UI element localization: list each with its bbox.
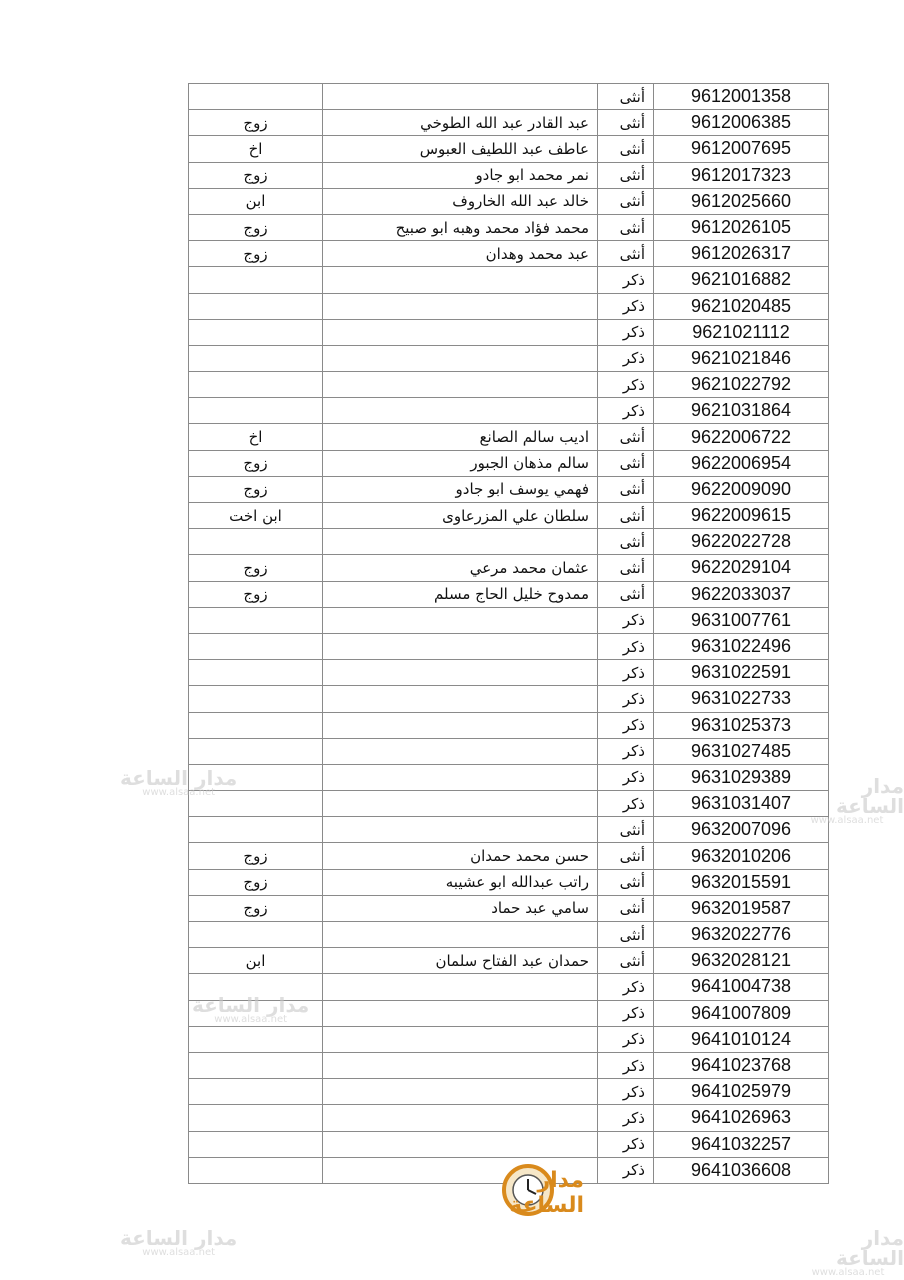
- table-row: [189, 738, 829, 764]
- id-number-cell: 9641026963: [654, 1105, 829, 1131]
- id-number-cell: 9631029389: [654, 764, 829, 790]
- name-cell: [323, 764, 598, 790]
- id-number-cell: 9632007096: [654, 817, 829, 843]
- gender-cell: ذكر: [598, 633, 654, 659]
- watermark: [790, 776, 904, 826]
- name-cell: [323, 529, 598, 555]
- name-cell: [323, 372, 598, 398]
- id-number-cell: 9641036608: [654, 1157, 829, 1183]
- table-row: [189, 581, 829, 607]
- table-row: [189, 869, 829, 895]
- id-number-cell: 9641025979: [654, 1079, 829, 1105]
- relation-cell: [189, 372, 323, 398]
- gender-cell: ذكر: [598, 1052, 654, 1078]
- gender-cell: أنثى: [598, 162, 654, 188]
- relation-cell: زوج: [189, 214, 323, 240]
- relation-cell: [189, 529, 323, 555]
- id-number-cell: 9632010206: [654, 843, 829, 869]
- name-cell: [323, 633, 598, 659]
- gender-cell: ذكر: [598, 1000, 654, 1026]
- id-number-cell: 9641023768: [654, 1052, 829, 1078]
- table-row: [189, 319, 829, 345]
- relation-cell: [189, 712, 323, 738]
- table-row: [189, 948, 829, 974]
- gender-cell: أنثى: [598, 450, 654, 476]
- name-cell: [323, 817, 598, 843]
- id-number-cell: 9622009615: [654, 503, 829, 529]
- name-cell: [323, 1000, 598, 1026]
- name-cell: عاطف عبد اللطيف العبوس: [323, 136, 598, 162]
- gender-cell: أنثى: [598, 84, 654, 110]
- table-row: [189, 843, 829, 869]
- name-cell: [323, 293, 598, 319]
- relation-cell: [189, 686, 323, 712]
- relation-cell: اخ: [189, 136, 323, 162]
- name-cell: [323, 1026, 598, 1052]
- relation-cell: اخ: [189, 424, 323, 450]
- relation-cell: زوج: [189, 162, 323, 188]
- gender-cell: ذكر: [598, 1105, 654, 1131]
- relation-cell: [189, 345, 323, 371]
- id-number-cell: 9621021846: [654, 345, 829, 371]
- id-number-cell: 9632019587: [654, 895, 829, 921]
- watermark-url: www.alsaa.net: [810, 815, 884, 826]
- gender-cell: ذكر: [598, 372, 654, 398]
- name-cell: [323, 267, 598, 293]
- relation-cell: زوج: [189, 581, 323, 607]
- name-cell: عثمان محمد مرعي: [323, 555, 598, 581]
- watermark: [192, 995, 309, 1025]
- id-number-cell: 9612017323: [654, 162, 829, 188]
- name-cell: [323, 686, 598, 712]
- id-number-cell: 9632028121: [654, 948, 829, 974]
- table-row: [189, 372, 829, 398]
- id-number-cell: 9632015591: [654, 869, 829, 895]
- relation-cell: [189, 267, 323, 293]
- watermark-url: www.alsaa.net: [811, 1267, 885, 1278]
- table-row: [189, 162, 829, 188]
- id-number-cell: 9631007761: [654, 607, 829, 633]
- name-cell: [323, 1079, 598, 1105]
- relation-cell: زوج: [189, 110, 323, 136]
- name-cell: [323, 660, 598, 686]
- relation-cell: زوج: [189, 895, 323, 921]
- relation-cell: [189, 398, 323, 424]
- table-row: [189, 503, 829, 529]
- gender-cell: أنثى: [598, 110, 654, 136]
- relation-cell: [189, 1026, 323, 1052]
- name-cell: [323, 84, 598, 110]
- gender-cell: أنثى: [598, 136, 654, 162]
- name-cell: فهمي يوسف ابو جادو: [323, 476, 598, 502]
- id-number-cell: 9631027485: [654, 738, 829, 764]
- id-number-cell: 9631022591: [654, 660, 829, 686]
- gender-cell: ذكر: [598, 398, 654, 424]
- gender-cell: أنثى: [598, 869, 654, 895]
- gender-cell: ذكر: [598, 267, 654, 293]
- table-row: [189, 791, 829, 817]
- id-number-cell: 9622006722: [654, 424, 829, 450]
- gender-cell: ذكر: [598, 607, 654, 633]
- table-row: [189, 1131, 829, 1157]
- table-row: [189, 686, 829, 712]
- watermark-url: www.alsaa.net: [214, 1014, 288, 1025]
- name-cell: محمد فؤاد محمد وهبه ابو صبيح: [323, 214, 598, 240]
- gender-cell: ذكر: [598, 345, 654, 371]
- gender-cell: ذكر: [598, 1131, 654, 1157]
- watermark-text: مدار الساعة: [835, 1226, 904, 1270]
- watermark-text: مدار الساعة: [120, 766, 238, 790]
- name-cell: سلطان علي المزرعاوى: [323, 503, 598, 529]
- gender-cell: ذكر: [598, 1079, 654, 1105]
- table-row: [189, 660, 829, 686]
- gender-cell: أنثى: [598, 529, 654, 555]
- id-number-cell: 9641007809: [654, 1000, 829, 1026]
- gender-cell: ذكر: [598, 764, 654, 790]
- id-number-cell: 9621022792: [654, 372, 829, 398]
- gender-cell: ذكر: [598, 738, 654, 764]
- id-number-cell: 9621016882: [654, 267, 829, 293]
- name-cell: خالد عبد الله الخاروف: [323, 188, 598, 214]
- gender-cell: ذكر: [598, 1157, 654, 1183]
- table-row: [189, 188, 829, 214]
- id-number-cell: 9631022496: [654, 633, 829, 659]
- table-row: [189, 450, 829, 476]
- name-cell: ممدوح خليل الحاج مسلم: [323, 581, 598, 607]
- id-number-cell: 9622009090: [654, 476, 829, 502]
- name-cell: [323, 607, 598, 633]
- gender-cell: أنثى: [598, 188, 654, 214]
- relation-cell: زوج: [189, 869, 323, 895]
- name-cell: اديب سالم الصانع: [323, 424, 598, 450]
- relation-cell: ابن: [189, 188, 323, 214]
- relation-cell: [189, 319, 323, 345]
- id-number-cell: 9622006954: [654, 450, 829, 476]
- table-row: [189, 922, 829, 948]
- relation-cell: [189, 633, 323, 659]
- gender-cell: ذكر: [598, 686, 654, 712]
- name-cell: [323, 738, 598, 764]
- table-row: [189, 1105, 829, 1131]
- site-logo: [478, 1162, 588, 1220]
- watermark: [120, 1228, 237, 1258]
- gender-cell: أنثى: [598, 214, 654, 240]
- gender-cell: ذكر: [598, 660, 654, 686]
- id-number-cell: 9641032257: [654, 1131, 829, 1157]
- relation-cell: [189, 660, 323, 686]
- gender-cell: أنثى: [598, 922, 654, 948]
- name-cell: عبد القادر عبد الله الطوخي: [323, 110, 598, 136]
- table-row: [189, 1026, 829, 1052]
- gender-cell: أنثى: [598, 817, 654, 843]
- name-cell: [323, 345, 598, 371]
- gender-cell: أنثى: [598, 476, 654, 502]
- relation-cell: [189, 1052, 323, 1078]
- id-number-cell: 9641010124: [654, 1026, 829, 1052]
- name-cell: [323, 791, 598, 817]
- relation-cell: [189, 1079, 323, 1105]
- table-row: [189, 398, 829, 424]
- relation-cell: زوج: [189, 450, 323, 476]
- id-number-cell: 9631022733: [654, 686, 829, 712]
- watermark: [120, 768, 237, 798]
- name-cell: سالم مذهان الجبور: [323, 450, 598, 476]
- id-number-cell: 9612007695: [654, 136, 829, 162]
- table-row: [189, 764, 829, 790]
- relation-cell: ابن اخت: [189, 503, 323, 529]
- gender-cell: ذكر: [598, 791, 654, 817]
- id-number-cell: 9621031864: [654, 398, 829, 424]
- logo-text: مدار الساعة: [509, 1168, 584, 1218]
- relation-cell: زوج: [189, 843, 323, 869]
- table-row: [189, 817, 829, 843]
- table-row: [189, 555, 829, 581]
- table-row: [189, 1052, 829, 1078]
- gender-cell: أنثى: [598, 503, 654, 529]
- relation-cell: [189, 817, 323, 843]
- name-cell: [323, 712, 598, 738]
- gender-cell: أنثى: [598, 581, 654, 607]
- id-number-cell: 9612026105: [654, 214, 829, 240]
- table-row: [189, 267, 829, 293]
- id-number-cell: 9612001358: [654, 84, 829, 110]
- table-row: [189, 293, 829, 319]
- table-row: [189, 712, 829, 738]
- table-row: [189, 633, 829, 659]
- name-cell: عبد محمد وهدان: [323, 241, 598, 267]
- gender-cell: ذكر: [598, 293, 654, 319]
- gender-cell: ذكر: [598, 1026, 654, 1052]
- table-row: [189, 607, 829, 633]
- relation-cell: [189, 84, 323, 110]
- name-cell: راتب عبدالله ابو عشيبه: [323, 869, 598, 895]
- name-cell: حسن محمد حمدان: [323, 843, 598, 869]
- gender-cell: أنثى: [598, 555, 654, 581]
- watermark-url: www.alsaa.net: [142, 1247, 216, 1258]
- table-row: [189, 345, 829, 371]
- relation-cell: [189, 738, 323, 764]
- name-cell: [323, 319, 598, 345]
- relation-cell: زوج: [189, 476, 323, 502]
- name-cell: [323, 1105, 598, 1131]
- table-row: [189, 529, 829, 555]
- id-number-cell: 9631025373: [654, 712, 829, 738]
- relation-cell: [189, 293, 323, 319]
- gender-cell: أنثى: [598, 895, 654, 921]
- table-row: [189, 84, 829, 110]
- name-cell: [323, 922, 598, 948]
- id-number-cell: 9621021112: [654, 319, 829, 345]
- relation-cell: زوج: [189, 555, 323, 581]
- name-cell: [323, 398, 598, 424]
- relation-cell: [189, 1131, 323, 1157]
- id-number-cell: 9632022776: [654, 922, 829, 948]
- table-row: [189, 110, 829, 136]
- table-row: [189, 214, 829, 240]
- relation-cell: [189, 607, 323, 633]
- id-number-cell: 9612025660: [654, 188, 829, 214]
- watermark-text: مدار الساعة: [120, 1226, 238, 1250]
- watermark: [792, 1228, 904, 1278]
- id-number-cell: 9622033037: [654, 581, 829, 607]
- relation-cell: زوج: [189, 241, 323, 267]
- gender-cell: أنثى: [598, 424, 654, 450]
- id-number-cell: 9621020485: [654, 293, 829, 319]
- id-number-cell: 9631031407: [654, 791, 829, 817]
- id-number-cell: 9622022728: [654, 529, 829, 555]
- name-cell: نمر محمد ابو جادو: [323, 162, 598, 188]
- table-row: [189, 424, 829, 450]
- table-row: [189, 136, 829, 162]
- relation-cell: ابن: [189, 948, 323, 974]
- gender-cell: أنثى: [598, 241, 654, 267]
- name-cell: [323, 1052, 598, 1078]
- name-cell: [323, 974, 598, 1000]
- relation-cell: [189, 1105, 323, 1131]
- relation-cell: [189, 1157, 323, 1183]
- table-row: [189, 476, 829, 502]
- name-cell: سامي عبد حماد: [323, 895, 598, 921]
- relation-cell: [189, 922, 323, 948]
- gender-cell: ذكر: [598, 319, 654, 345]
- watermark-url: www.alsaa.net: [142, 787, 216, 798]
- gender-cell: ذكر: [598, 974, 654, 1000]
- gender-cell: أنثى: [598, 948, 654, 974]
- table-row: [189, 895, 829, 921]
- watermark-text: مدار الساعة: [835, 774, 904, 818]
- gender-cell: ذكر: [598, 712, 654, 738]
- id-number-cell: 9622029104: [654, 555, 829, 581]
- watermark-text: مدار الساعة: [192, 993, 310, 1017]
- name-cell: [323, 1131, 598, 1157]
- id-number-cell: 9612026317: [654, 241, 829, 267]
- table-row: [189, 241, 829, 267]
- name-cell: حمدان عبد الفتاح سلمان: [323, 948, 598, 974]
- id-number-cell: 9612006385: [654, 110, 829, 136]
- table-row: [189, 1079, 829, 1105]
- gender-cell: أنثى: [598, 843, 654, 869]
- id-number-cell: 9641004738: [654, 974, 829, 1000]
